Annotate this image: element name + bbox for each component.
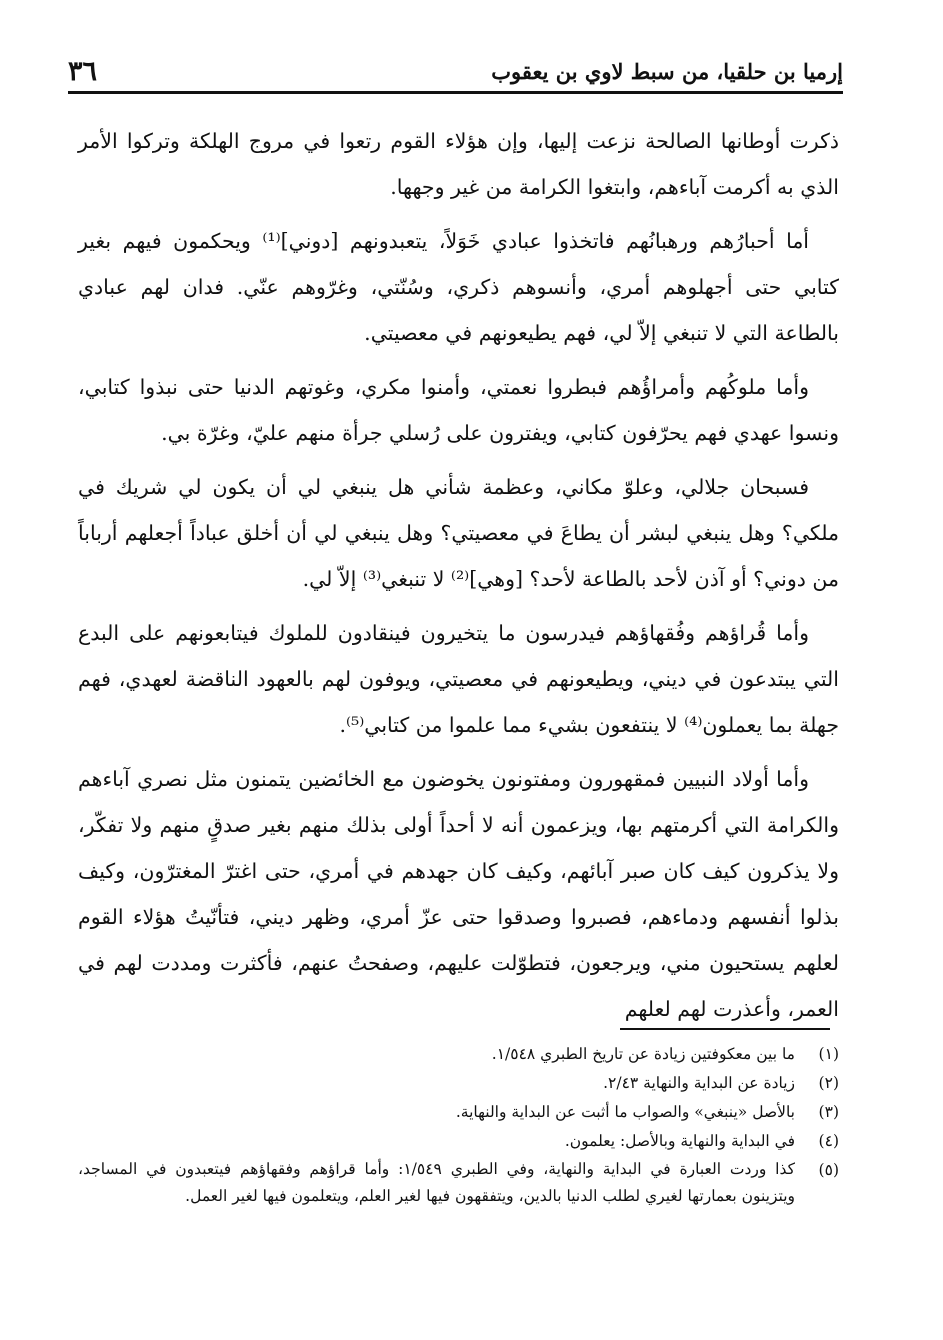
paragraph: ذكرت أوطانها الصالحة نزعت إليها، وإن هؤلاء القوم رتعوا في مروج الهلكة وتركوا الأمر الذي به أكرمت آباءهم، وابتغوا الكرامة من غير وجهها. — [78, 129, 839, 199]
footnote-text: في البداية والنهاية وبالأصل: يعلمون. — [564, 1132, 795, 1150]
page-number: ٣٦ — [68, 56, 98, 87]
footnote-text: زيادة عن البداية والنهاية ٢/٤٣. — [603, 1074, 795, 1092]
footnote-number: (٢) — [818, 1074, 839, 1092]
footnote — [78, 1040, 839, 1069]
footnote-text: كذا وردت العبارة في البداية والنهاية، وفي الطبري ١/٥٤٩: وأما قراؤهم وفقهاؤهم فيتعبدون في المساجد، ويتزينون بعمارتها لغيري لطلب الدنيا بالدين، ويتفقهون فيها لغير العلم، ويتعلمون فيها لغير العمل. — [78, 1160, 796, 1205]
paragraph: أما أحبارُهم ورهبانُهم فاتخذوا عبادي خَوَلاً، يتعبدونهم [دوني]⁽¹⁾ ويحكمون فيهم بغير كتابي حتى أجهلوهم أمري، وأنسوهم ذكري، وسُنّتي، وغرّوهم عنّي. فدان لهم عبادي بالطاعة التي لا تنبغي إلاّ لي، فهم يطيعونهم في معصيتي. — [78, 229, 839, 345]
footnote-text: بالأصل «ينبغي» والصواب ما أثبت عن البداية والنهاية. — [455, 1103, 795, 1121]
header-rule — [68, 91, 843, 94]
main-text — [78, 118, 839, 1040]
footnote-number: (٤) — [818, 1132, 839, 1150]
footnote-text: ما بين معكوفتين زيادة عن تاريخ الطبري ١/٥٤٨. — [491, 1045, 795, 1063]
paragraph: فسبحان جلالي، وعلوّ مكاني، وعظمة شأني هل ينبغي لي أن يكون لي شريك في ملكي؟ وهل ينبغي لبشر أن يطاعَ في معصيتي؟ وهل ينبغي لي أن أخلق عباداً أجعلهم أرباباً من دوني؟ أو آذن لأحد بالطاعة لأحد؟ [وهي]⁽²⁾ لا تنبغي⁽³⁾ إلاّ لي. — [78, 475, 839, 591]
footnote — [78, 1127, 839, 1156]
paragraph: وأما قُراؤهم وفُقهاؤهم فيدرسون ما يتخيرون فينقادون للملوك فيتابعونهم على البدع التي يبتدعون في ديني، ويطيعونهم في معصيتي، ويوفون لهم بالعهود الناقضة لعهدي، فهم جهلة بما يعملون⁽⁴⁾ لا ينتفعون بشيء مما علموا من كتابي⁽⁵⁾. — [78, 621, 839, 737]
footnote-number: (١) — [818, 1045, 839, 1063]
footnotes — [78, 1040, 839, 1210]
footnote — [78, 1156, 839, 1210]
footnote — [78, 1069, 839, 1098]
running-title: إرميا بن حلقيا، من سبط لاوي بن يعقوب — [491, 59, 843, 84]
paragraph: وأما ملوكُهم وأمراؤُهم فبطروا نعمتي، وأمنوا مكري، وغوتهم الدنيا حتى نبذوا كتابي، ونسوا عهدي فهم يحرّفون كتابي، ويفترون على رُسلي جرأة منهم عليّ، وغرّة بي. — [78, 375, 839, 445]
footnote — [78, 1098, 839, 1127]
footnote-separator — [620, 1028, 830, 1030]
page-header — [68, 50, 843, 90]
footnote-number: (٥) — [818, 1161, 839, 1179]
paragraph: وأما أولاد النبيين فمقهورون ومفتونون يخوضون مع الخائضين يتمنون مثل نصري آباءهم والكرامة التي أكرمتهم بها، ويزعمون أنه لا أحداً أولى بذلك منهم بغير صدقٍ منهم ولا تفكّر، ولا يذكرون كيف كان صبر آبائهم، وكيف كان جهدهم في أمري، حتى اغترّ المغترّون، وكيف بذلوا أنفسهم ودماءهم، فصبروا وصدقوا حتى عزّ أمري، وظهر ديني، فتأنّيتُ هؤلاء القوم لعلهم يستحيون مني، ويرجعون، فتطوّلت عليهم، وصفحتُ عنهم، فأكثرت ومددت لهم في العمر، وأعذرت لهم لعلهم — [78, 767, 839, 1021]
footnote-number: (٣) — [818, 1103, 839, 1121]
